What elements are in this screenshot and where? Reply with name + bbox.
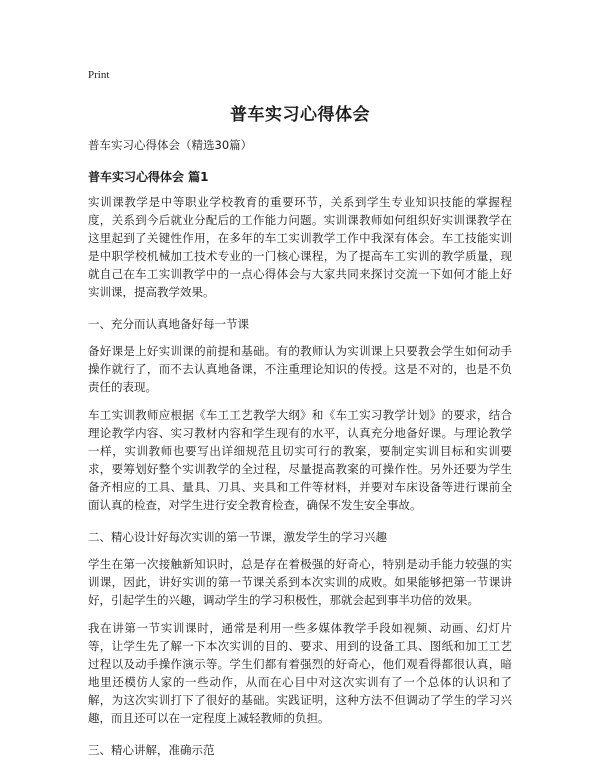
paragraph: 我在讲第一节实训课时，通常是利用一些多媒体教学手段如视频、动画、幻灯片等，让学生先了解一下本次实训的目的、要求、用到的设备工具、图纸和加工工艺过程以及动手操作演示等。学生们都有着强烈的好奇心，他们观看得都很认真，暗地里还模仿人家的一些动作，从而在心目中对这次实训有了一个总体的认识和了解，为这次实训打下了很好的基础。实践证明，这种方法不但调动了学生的学习兴趣，而且还可以在一定程度上减轻教师的负担。 — [88, 621, 512, 725]
paragraph: 车工实训教师应根据《车工工艺教学大纲》和《车工实习教学计划》的要求，结合理论教学内容、实习教材内容和学生现有的水平，认真充分地备好课。与理论教学一样，实训教师也要写出详细规范且切实可行的教案，要制定实训目标和实训要求，要筹划好整个实训教学的全过程，尽量提高教案的可操作性。另外还要为学生备齐相应的工具、量具、刀具、夹具和工件等材料，并要对车床设备等进行课前全面认真的检查，对学生进行安全教育检查，确保不发生安全事故。 — [88, 408, 512, 512]
subheading-1: 一、充分而认真地备好每一节课 — [88, 317, 249, 331]
document-subtitle: 普车实习心得体会（精选30篇） — [88, 138, 253, 152]
section-heading: 普车实习心得体会 篇1 — [88, 170, 209, 184]
paragraph: 备好课是上好实训课的前提和基础。有的教师认为实训课上只要教会学生如何动手操作就行了，而不去认真地备课，不注重理论知识的传授。这是不对的，也是不负责任的表现。 — [88, 344, 512, 394]
paragraph: 学生在第一次接触新知识时，总是存在着极强的好奇心，特别是动手能力较强的实训课，因此，讲好实训的第一节课关系到本次实训的成败。如果能够把第一节课讲好，引起学生的兴趣，调动学生的学习积极性，那就会起到事半功倍的效果。 — [88, 557, 512, 607]
print-label[interactable]: Print — [88, 69, 110, 81]
page-title: 普车实习心得体会 — [230, 105, 370, 125]
paragraph-intro: 实训课教学是中等职业学校教育的重要环节，关系到学生专业知识技能的掌握程度，关系到今后就业分配后的工作能力问题。实训课教师如何组织好实训课教学在这里起到了关键性作用，在多年的车工实训教学工作中我深有体会。车工技能实训是中职学校机械加工技术专业的一门核心课程，为了提高车工实训的教学质量，现就自己在车工实训教学中的一点心得体会与大家共同来探讨交流一下如何才能上好实训课，提高教学效果。 — [88, 195, 512, 299]
subheading-2: 二、精心设计好每次实训的第一节课，激发学生的学习兴趣 — [88, 530, 387, 544]
subheading-3: 三、精心讲解，准确示范 — [88, 743, 215, 757]
